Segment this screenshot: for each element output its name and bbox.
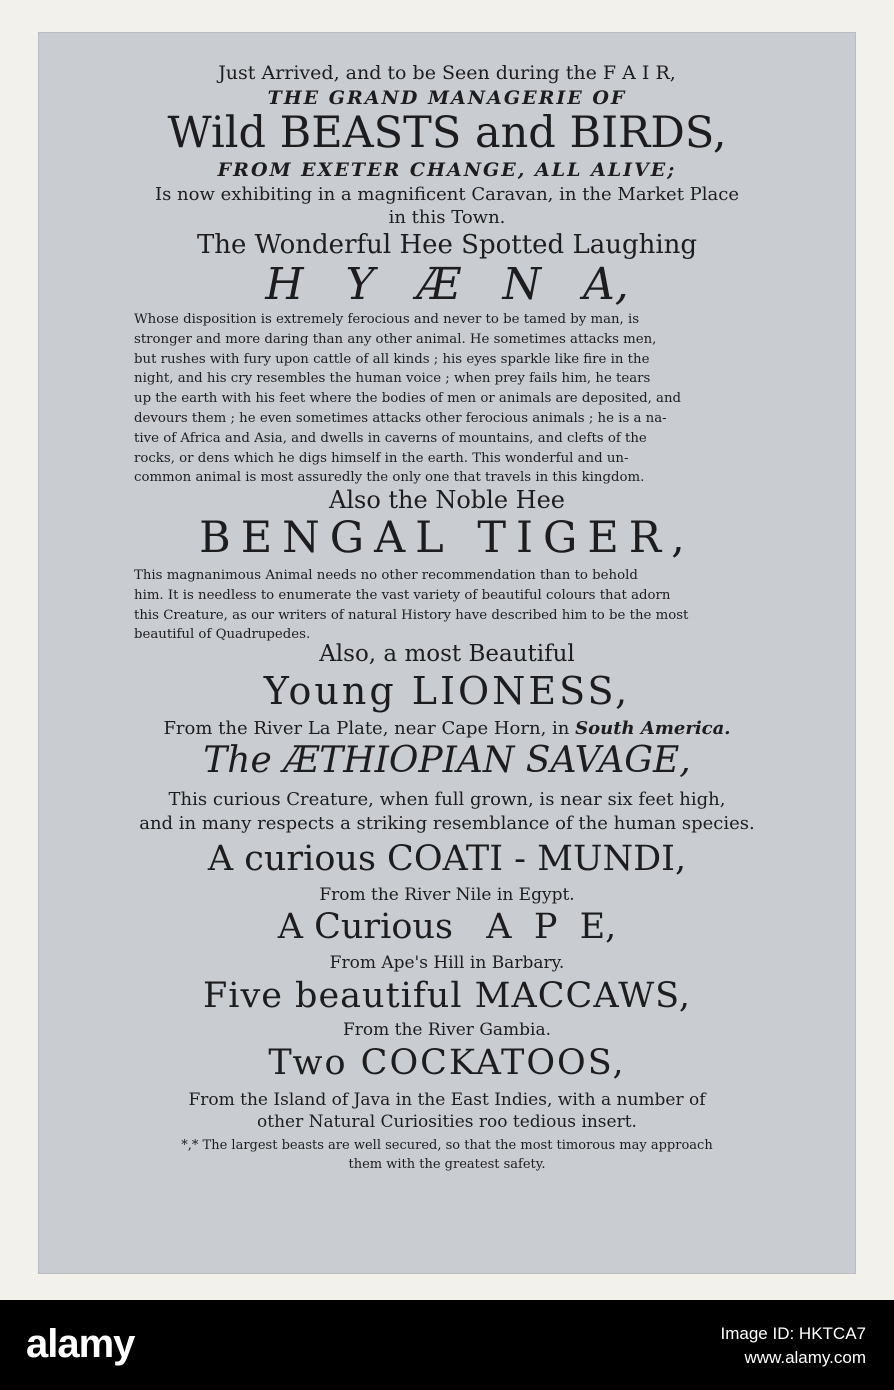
alamy-logo: alamy (26, 1322, 135, 1366)
coati-origin: From the River Nile in Egypt. (319, 885, 575, 905)
savage-line-1: This curious Creature, when full grown, is near six feet high, (168, 789, 726, 810)
text-line: up the earth with his feet where the bodies of men or animals are deposited, and (134, 391, 682, 407)
cockatoos-title: Two COCKATOOS, (268, 1043, 626, 1083)
lioness-intro: Also, a most Beautiful (319, 641, 575, 667)
lioness-title: Young LIONESS, (263, 669, 631, 713)
cockatoos-origin-1: From the Island of Java in the East Indies, with a number of (188, 1090, 706, 1110)
text-line: rocks, or dens which he digs himself in the earth. This wonderful and un- (134, 450, 629, 466)
savage-line-2: and in many respects a striking resemblance of the human species. (139, 813, 755, 834)
text-line: devours them ; he even sometimes attacks other ferocious animals ; he is a na- (134, 410, 667, 426)
menagerie-heading: THE GRAND MANAGERIE OF (267, 87, 627, 109)
image-info (721, 1322, 867, 1370)
south-america-text: South America. (575, 718, 731, 739)
main-title: Wild BEASTS and BIRDS, (167, 108, 727, 158)
lioness-origin (38, 718, 856, 739)
savage-title: The ÆTHIOPIAN SAVAGE, (203, 740, 691, 781)
text-line: night, and his cry resembles the human voice ; when prey fails him, he tears (134, 371, 651, 387)
maccaws-title: Five beautiful MACCAWS, (202, 976, 692, 1016)
text-line: stronger and more daring than any other animal. He sometimes attacks men, (134, 331, 657, 347)
hyaena-title: H Y Æ N A, (265, 259, 629, 310)
town-line: in this Town. (388, 207, 506, 228)
hyaena-description (134, 310, 794, 488)
cockatoos-origin-2: other Natural Curiosities roo tedious insert. (257, 1112, 637, 1132)
coati-title: A curious COATI - MUNDI, (207, 839, 687, 879)
text-line: this Creature, as our writers of natural History have described him to be the most (134, 607, 689, 623)
lioness-origin-text: From the River La Plate, near Cape Horn, in (163, 718, 576, 739)
text-line: tive of Africa and Asia, and dwells in caverns of mountains, and clefts of the (134, 430, 647, 446)
maccaws-origin: From the River Gambia. (342, 1020, 552, 1040)
ape-origin: From Ape's Hill in Barbary. (329, 953, 565, 973)
tiger-title: BENGAL TIGER, (199, 513, 695, 563)
text-line: but rushes with fury upon cattle of all kinds ; his eyes sparkle like fire in the (134, 351, 650, 367)
footer-bar (0, 1300, 894, 1390)
intro-line: Just Arrived, and to be Seen during the F A I R, (218, 62, 676, 84)
text-line: common animal is most assuredly the only one that travels in this kingdom. (134, 470, 645, 486)
text-line: Whose disposition is extremely ferocious and never to be tamed by man, is (134, 312, 640, 327)
tiger-description (134, 566, 794, 645)
poster-sheet (38, 32, 856, 1274)
text-line: beautiful of Quadrupedes. (134, 627, 311, 643)
exhibit-line: Is now exhibiting in a magnificent Caravan, in the Market Place (154, 184, 740, 205)
safety-note-1: *,* The largest beasts are well secured, so that the most timorous may approach (181, 1138, 713, 1153)
image-id: Image ID: HKTCA7 (720, 1324, 866, 1343)
safety-note-2: them with the greatest safety. (348, 1157, 546, 1172)
text-line: him. It is needless to enumerate the vast variety of beautiful colours that adorn (134, 587, 671, 603)
origin-line: FROM EXETER CHANGE, ALL ALIVE; (217, 159, 677, 181)
text-line: This magnanimous Animal needs no other recommendation than to behold (134, 568, 638, 583)
tiger-intro: Also the Noble Hee (329, 486, 565, 514)
hyaena-intro: The Wonderful Hee Spotted Laughing (196, 230, 698, 260)
site-url: www.alamy.com (744, 1348, 866, 1367)
ape-title: A Curious A P E, (277, 907, 617, 947)
poster-content (38, 32, 856, 1274)
